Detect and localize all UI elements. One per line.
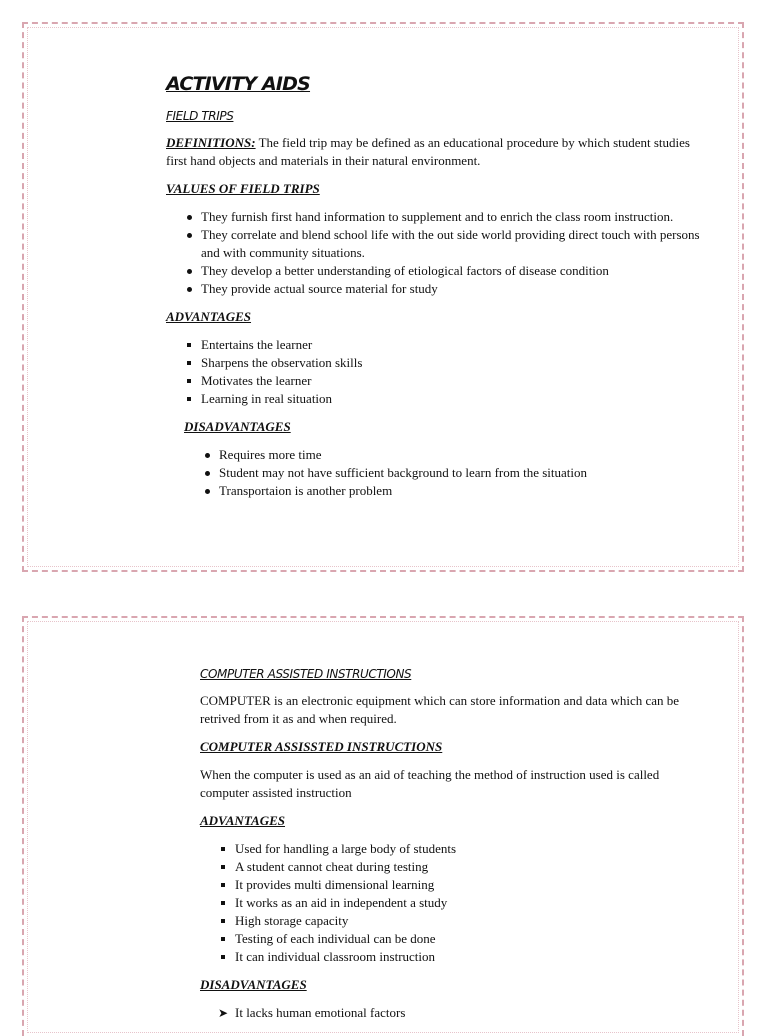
- list-item-text: Student may not have sufficient background to learn from the situation: [219, 465, 588, 480]
- disadvantages-heading: DISADVANTAGES: [184, 419, 291, 434]
- disadvantages-block: [184, 418, 706, 500]
- bullet-icon: [184, 262, 194, 280]
- square-bullet-icon: [218, 876, 228, 894]
- list-item: [200, 912, 700, 930]
- values-heading: VALUES OF FIELD TRIPS: [166, 181, 320, 196]
- square-bullet-icon: [184, 390, 194, 408]
- list-item-text: High storage capacity: [235, 913, 349, 928]
- section-title-cai: COMPUTER ASSISTED INSTRUCTIONS: [200, 667, 412, 681]
- list-item-text: Motivates the learner: [201, 373, 312, 388]
- square-bullet-icon: [218, 840, 228, 858]
- arrow-bullet-icon: ➤: [218, 1006, 229, 1020]
- list-item: [200, 948, 700, 966]
- list-item-text: Transportaion is another problem: [219, 483, 393, 498]
- bullet-icon: [202, 446, 212, 464]
- disadvantages-list: [184, 446, 706, 500]
- list-item: [166, 336, 706, 354]
- list-item-text: They furnish first hand information to supplement and to enrich the class room instruction.: [201, 209, 674, 224]
- list-item: [166, 354, 706, 372]
- square-bullet-icon: [218, 894, 228, 912]
- list-item-text: It provides multi dimensional learning: [235, 877, 435, 892]
- list-item-text: It can individual classroom instruction: [235, 949, 436, 964]
- page-2-content: [200, 666, 700, 1032]
- page-1-content: [166, 72, 706, 510]
- list-item: [200, 930, 700, 948]
- bullet-icon: [202, 482, 212, 500]
- definition-label: DEFINITIONS:: [166, 135, 256, 150]
- list-item-text: Learning in real situation: [201, 391, 333, 406]
- list-item: [200, 1004, 700, 1022]
- definition-text: The field trip may be defined as an educational procedure by which student studies first hand objects and materials in their natural environment.: [166, 135, 690, 168]
- list-item: [166, 208, 706, 226]
- list-item-text: Requires more time: [219, 447, 322, 462]
- advantages-heading: ADVANTAGES: [200, 813, 286, 828]
- list-item-text: A student cannot cheat during testing: [235, 859, 429, 874]
- square-bullet-icon: [184, 372, 194, 390]
- disadvantages-list: [200, 1004, 700, 1022]
- square-bullet-icon: [218, 930, 228, 948]
- list-item: [166, 226, 706, 262]
- computer-paragraph: COMPUTER is an electronic equipment which can store information and data which can be retrived from it as and when required.: [200, 693, 680, 726]
- section-title-field-trips: FIELD TRIPS: [166, 109, 234, 123]
- bullet-icon: [202, 464, 212, 482]
- list-item: [166, 280, 706, 298]
- list-item-text: Entertains the learner: [201, 337, 313, 352]
- disadvantages-heading: DISADVANTAGES: [200, 977, 307, 992]
- square-bullet-icon: [218, 912, 228, 930]
- values-list: [166, 208, 706, 298]
- square-bullet-icon: [184, 354, 194, 372]
- page-1: [22, 22, 744, 572]
- bullet-icon: [184, 208, 194, 226]
- list-item-text: Sharpens the observation skills: [201, 355, 363, 370]
- list-item-text: They provide actual source material for study: [201, 281, 438, 296]
- square-bullet-icon: [218, 858, 228, 876]
- list-item-text: Used for handling a large body of students: [235, 841, 457, 856]
- advantages-heading: ADVANTAGES: [166, 309, 252, 324]
- bullet-icon: [184, 226, 194, 244]
- list-item: [200, 894, 700, 912]
- page-2: [22, 616, 744, 1036]
- list-item-text: It works as an aid in independent a study: [235, 895, 448, 910]
- square-bullet-icon: [218, 948, 228, 966]
- list-item: [166, 262, 706, 280]
- advantages-list: [166, 336, 706, 408]
- list-item: [200, 840, 700, 858]
- list-item: [200, 876, 700, 894]
- cai-paragraph: When the computer is used as an aid of teaching the method of instruction used is called computer assisted instruction: [200, 767, 660, 800]
- list-item: [166, 390, 706, 408]
- bullet-icon: [184, 280, 194, 298]
- cai-heading: COMPUTER ASSISSTED INSTRUCTIONS: [200, 739, 443, 754]
- list-item-text: They develop a better understanding of etiological factors of disease condition: [201, 263, 609, 278]
- list-item-text: They correlate and blend school life with the out side world providing direct touch with persons and with community situations.: [201, 227, 700, 260]
- list-item: [200, 858, 700, 876]
- list-item-text: It lacks human emotional factors: [235, 1005, 406, 1020]
- definition-paragraph: [166, 134, 706, 170]
- list-item: [184, 482, 706, 500]
- list-item: [184, 464, 706, 482]
- square-bullet-icon: [184, 336, 194, 354]
- advantages-list: [200, 840, 700, 966]
- page-title: ACTIVITY AIDS: [166, 73, 311, 95]
- list-item: [184, 446, 706, 464]
- list-item: [166, 372, 706, 390]
- list-item-text: Testing of each individual can be done: [235, 931, 436, 946]
